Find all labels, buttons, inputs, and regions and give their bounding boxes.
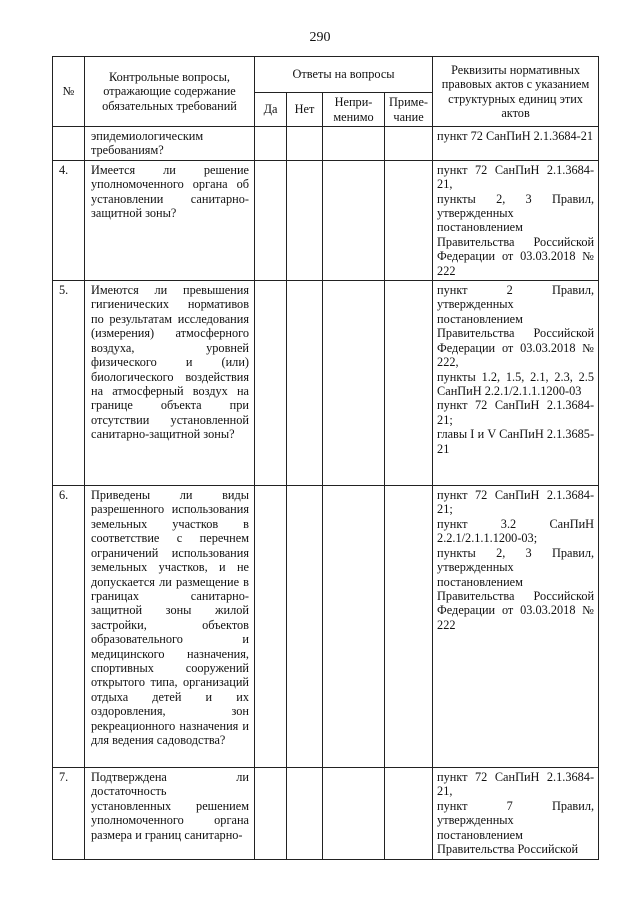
requisite-line: пункт 3.2 СанПиН 2.2.1/2.1.1.1200-03;: [437, 516, 595, 546]
answer-na-cell[interactable]: [323, 281, 385, 486]
row-requisites: [433, 768, 599, 859]
requisite-line: пункт 72 СанПиН 2.1.3684-21;: [437, 398, 595, 427]
answer-yes-cell[interactable]: [255, 281, 287, 486]
row-question: Имеются ли превышения гигиенических нормативов по результатам исследования (измерения) атмосферного воздуха, уровней физического и (или) биологического воздействия на атмосферный воздух на границе объекта при отсутствии установленной санитарно-защитной зоны?: [85, 281, 255, 486]
answer-no-cell[interactable]: [287, 281, 323, 486]
table-row: [53, 486, 599, 768]
requisite-line: пункты 2, 3 Правил, утвержденных постановлением Правительства Российской Федерации от 03.03.2018 № 222: [437, 191, 595, 278]
row-requisites: [433, 127, 599, 161]
answer-no-cell[interactable]: [287, 486, 323, 768]
requisite-line: пункт 72 СанПиН 2.1.3684-21,: [437, 162, 595, 192]
answer-na-cell[interactable]: [323, 160, 385, 280]
row-number: 4.: [53, 160, 85, 280]
requisite-line: пункт 72 СанПиН 2.1.3684-21;: [437, 488, 595, 517]
requisite-line: главы I и V СанПиН 2.1.3685-21: [437, 427, 595, 456]
answer-no-cell[interactable]: [287, 127, 323, 161]
header-yes: Да: [255, 93, 287, 127]
answer-note-cell[interactable]: [385, 281, 433, 486]
header-requisites: Реквизиты нормативных правовых актов с указанием структурных единиц этих актов: [433, 57, 599, 127]
answer-na-cell[interactable]: [323, 486, 385, 768]
answer-note-cell[interactable]: [385, 160, 433, 280]
answer-no-cell[interactable]: [287, 160, 323, 280]
answer-yes-cell[interactable]: [255, 486, 287, 768]
requisite-line: пункты 1.2, 1.5, 2.1, 2.3, 2.5 СанПиН 2.2.1/2.1.1.1200-03: [437, 369, 595, 398]
header-no: Нет: [287, 93, 323, 127]
answer-no-cell[interactable]: [287, 768, 323, 859]
header-question: Контрольные вопросы, отражающие содержание обязательных требований: [85, 57, 255, 127]
row-number: 5.: [53, 281, 85, 486]
row-requisites: [433, 281, 599, 486]
row-question: Подтверждена ли достаточность установленных решением уполномоченного органа размера и границ санитарно-: [85, 768, 255, 859]
table-row: [53, 281, 599, 486]
header-number: №: [53, 57, 85, 127]
row-number: 6.: [53, 486, 85, 768]
row-requisites: [433, 486, 599, 768]
answer-note-cell[interactable]: [385, 127, 433, 161]
table-row: [53, 768, 599, 859]
row-question: эпидемиологическим требованиям?: [85, 127, 255, 161]
answer-note-cell[interactable]: [385, 486, 433, 768]
header-na: Непри- менимо: [323, 93, 385, 127]
answer-yes-cell[interactable]: [255, 160, 287, 280]
checklist-table: [52, 56, 599, 860]
header-note: Приме- чание: [385, 93, 433, 127]
requisite-line: пункт 2 Правил, утвержденных постановлением Правительства Российской Федерации от 03.03.2018 № 222,: [437, 283, 595, 370]
header-answers: Ответы на вопросы: [255, 57, 433, 93]
row-number: 7.: [53, 768, 85, 859]
requisite-line: пункт 7 Правил, утвержденных постановлением Правительства Российской: [437, 798, 595, 857]
row-question: Имеется ли решение уполномоченного органа об установлении санитарно-защитной зоны?: [85, 160, 255, 280]
answer-yes-cell[interactable]: [255, 768, 287, 859]
answer-yes-cell[interactable]: [255, 127, 287, 161]
table-row: [53, 160, 599, 280]
requisite-line: пункты 2, 3 Правил, утвержденных постановлением Правительства Российской Федерации от 03.03.2018 № 222: [437, 545, 595, 632]
requisite-line: пункт 72 СанПиН 2.1.3684-21: [437, 129, 594, 143]
row-requisites: [433, 160, 599, 280]
answer-na-cell[interactable]: [323, 127, 385, 161]
answer-na-cell[interactable]: [323, 768, 385, 859]
row-question: Приведены ли виды разрешенного использования земельных участков в соответствие с перечнем ограничений использования земельных участков, и не допускается ли размещение в границах санитарно-защитной зоны жилой застройки, объектов образовательного и медицинского назначения, спортивных сооружений открытого типа, организаций отдыха детей и их оздоровления, зон рекреационного назначения и для ведения садоводства?: [85, 486, 255, 768]
answer-note-cell[interactable]: [385, 768, 433, 859]
table-row: [53, 127, 599, 161]
page-number: 290: [309, 30, 331, 45]
row-number: [53, 127, 85, 161]
requisite-line: пункт 72 СанПиН 2.1.3684-21,: [437, 770, 595, 799]
